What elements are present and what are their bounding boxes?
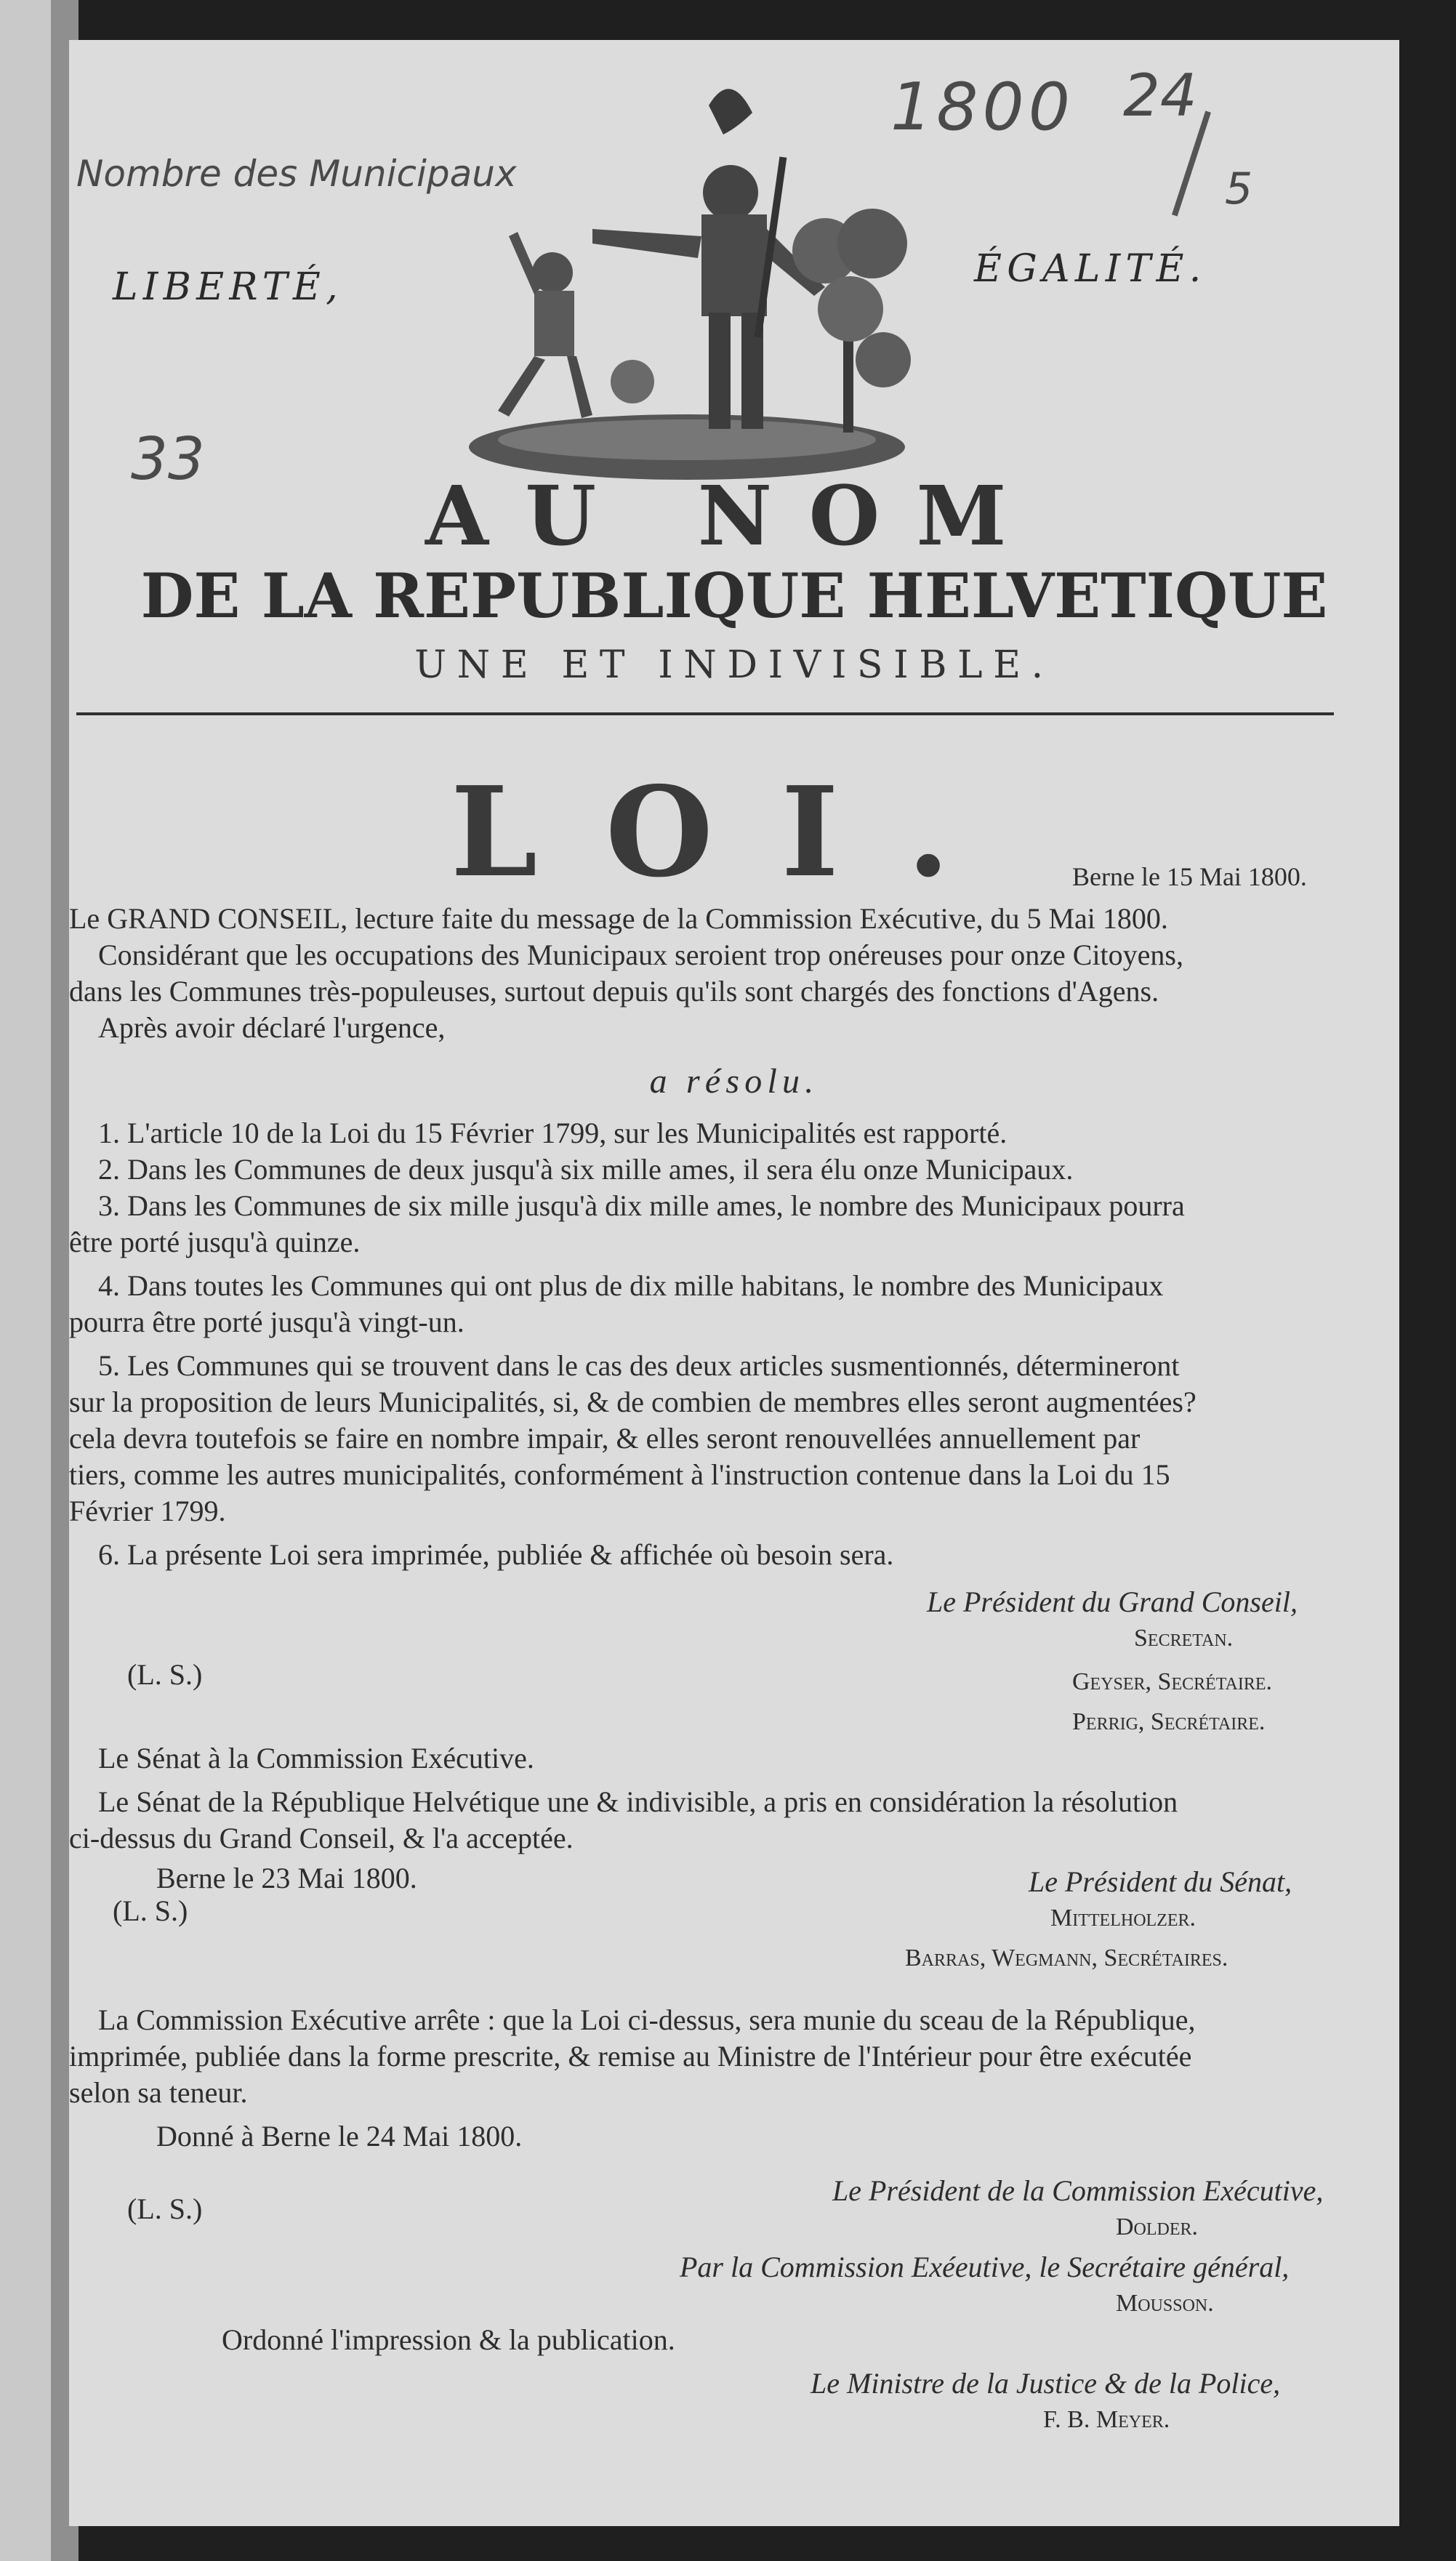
commission-line-2: imprimée, publiée dans la forme prescrite, & remise au Ministre de l'Intérieur pour être exécutée — [69, 2040, 1192, 2072]
motto-egalite: ÉGALITÉ. — [974, 247, 1207, 291]
heading-republique: DE LA REPUBLIQUE HELVETIQUE — [140, 560, 1328, 632]
handwritten-ref-frac-bottom: 5 — [1225, 164, 1253, 214]
heading-indivisible: UNE ET INDIVISIBLE. — [414, 643, 1054, 687]
senat-seal: (L. S.) — [113, 1894, 188, 1927]
preamble-line-3: Après avoir déclaré l'urgence, — [98, 1011, 446, 1044]
grand-conseil-secretary-2: Perrig, Secrétaire. — [1072, 1708, 1266, 1735]
senat-heading: Le Sénat à la Commission Exécutive. — [98, 1742, 534, 1774]
preamble-line-2b: dans les Communes très-populeuses, surtout depuis qu'ils sont chargés des fonctions d'Agens. — [69, 975, 1159, 1008]
article-5-line-2: sur la proposition de leurs Municipalités, si, & de combien de membres elles seront augmentées? — [69, 1386, 1196, 1418]
handwritten-item-number: 33 — [131, 425, 205, 493]
article-4-line-2: pourra être porté jusqu'à vingt-un. — [69, 1306, 464, 1338]
grand-conseil-president-label: Le Président du Grand Conseil, — [927, 1585, 1298, 1618]
commission-line-3: selon sa teneur. — [69, 2076, 248, 2109]
article-3-line-2: être porté jusqu'à quinze. — [69, 1226, 361, 1258]
article-5-line-3: cela devra toutefois se faire en nombre impair, & elles seront renouvellées annuellement par — [69, 1422, 1141, 1455]
woodcut-vignette-illustration — [447, 69, 927, 483]
commission-date: Donné à Berne le 24 Mai 1800. — [156, 2120, 523, 2152]
senat-line-3: ci-dessus du Grand Conseil, & l'a acceptée. — [69, 1822, 574, 1854]
commission-president-name: Dolder. — [1116, 2214, 1199, 2240]
grand-conseil-seal: (L. S.) — [127, 1658, 203, 1691]
minister-name: F. B. Meyer. — [1043, 2406, 1170, 2433]
article-2-line-1: 2. Dans les Communes de deux jusqu'à six mille ames, il sera élu onze Municipaux. — [98, 1153, 1074, 1186]
article-4-line-1: 4. Dans toutes les Communes qui ont plus de dix mille habitans, le nombre des Municipaux — [98, 1269, 1164, 1302]
heading-au-nom: AU NOM — [425, 469, 1043, 564]
law-title: LOI. — [450, 760, 1018, 905]
left-binding-strip — [0, 0, 51, 2561]
senat-president-name: Mittelholzer. — [1050, 1905, 1196, 1931]
document-sheet — [69, 40, 1399, 2526]
handwritten-ref-number: 1800 — [890, 69, 1075, 145]
preamble-line-1: Le GRAND CONSEIL, lecture faite du message de la Commission Exécutive, du 5 Mai 1800. — [69, 902, 1168, 935]
commission-secretary-label: Par la Commission Exéeutive, le Secrétaire général, — [680, 2251, 1290, 2283]
motto-liberte: LIBERTÉ, — [113, 265, 343, 309]
minister-label: Le Ministre de la Justice & de la Police, — [811, 2367, 1281, 2400]
article-1-line-1: 1. L'article 10 de la Loi du 15 Février 1799, sur les Municipalités est rapporté. — [98, 1117, 1007, 1149]
senat-date: Berne le 23 Mai 1800. — [156, 1862, 417, 1894]
commission-line-1: La Commission Exécutive arrête : que la Loi ci-dessus, sera munie du sceau de la République, — [98, 2003, 1196, 2036]
article-5-line-5: Février 1799. — [69, 1495, 226, 1527]
article-5-line-1: 5. Les Communes qui se trouvent dans le cas des deux articles susmentionnés, détermineront — [98, 1349, 1180, 1382]
header-divider-rule — [76, 712, 1334, 715]
grand-conseil-president-name: Secretan. — [1134, 1625, 1234, 1652]
senat-secretaries: Barras, Wegmann, Secrétaires. — [905, 1945, 1228, 1971]
preamble-line-2a: Considérant que les occupations des Municipaux seroient trop onéreuses pour onze Citoyens, — [98, 938, 1183, 971]
dateline: Berne le 15 Mai 1800. — [1072, 862, 1307, 891]
article-6-line-1: 6. La présente Loi sera imprimée, publiée & affichée où besoin sera. — [98, 1538, 894, 1571]
article-3-line-1: 3. Dans les Communes de six mille jusqu'à dix mille ames, le nombre des Municipaux pourra — [98, 1189, 1185, 1222]
commission-president-label: Le Président de la Commission Exécutive, — [832, 2174, 1324, 2207]
grand-conseil-secretary-1: Geyser, Secrétaire. — [1072, 1668, 1273, 1695]
senat-president-label: Le Président du Sénat, — [1029, 1865, 1292, 1898]
article-5-line-4: tiers, comme les autres municipalités, conformément à l'instruction contenue dans la Loi du 15 — [69, 1458, 1170, 1491]
senat-line-2: Le Sénat de la République Helvétique une & indivisible, a pris en considération la résolution — [98, 1785, 1178, 1818]
commission-secretary-name: Mousson. — [1116, 2290, 1214, 2317]
resolu-heading: a résolu. — [649, 1062, 819, 1101]
handwritten-ref-frac-top: 24 — [1123, 62, 1197, 129]
commission-seal: (L. S.) — [127, 2192, 203, 2225]
handwritten-subject: Nombre des Municipaux — [76, 153, 517, 195]
ordonne-line: Ordonné l'impression & la publication. — [222, 2323, 675, 2356]
